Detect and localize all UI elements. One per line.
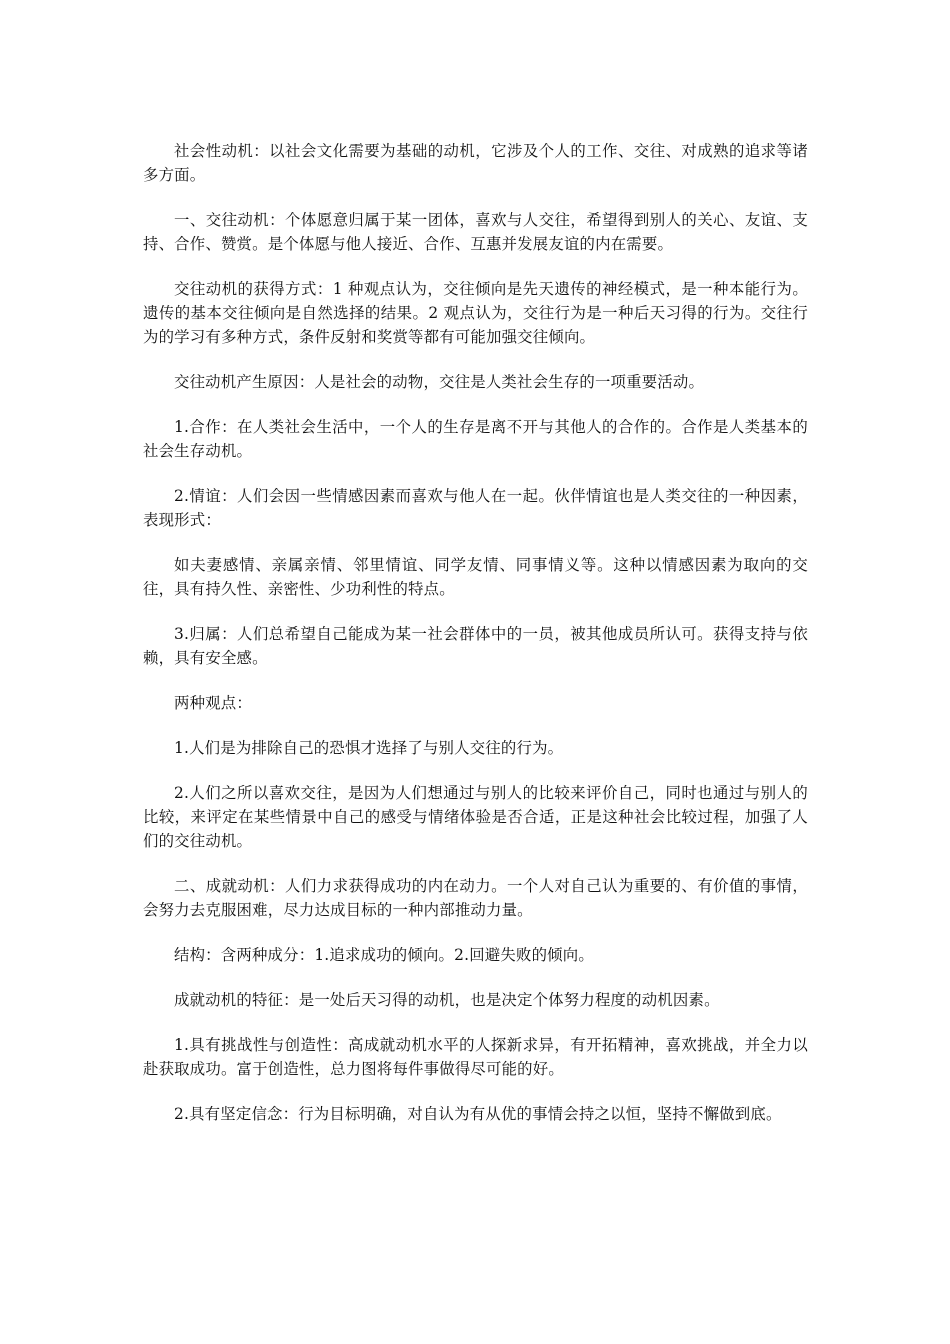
paragraph-affiliation-motive: 一、交往动机：个体愿意归属于某一团体，喜欢与人交往，希望得到别人的关心、友谊、支持、合作、赞赏。是个体愿与他人接近、合作、互惠并发展友谊的内在需要。 [143, 211, 808, 253]
paragraph-structure: 结构：含两种成分：1.追求成功的倾向。2.回避失败的倾向。 [174, 946, 594, 964]
paragraph-achievement-features: 成就动机的特征：是一处后天习得的动机，也是决定个体努力程度的动机因素。 [174, 991, 720, 1009]
paragraph-view-one: 1.人们是为排除自己的恐惧才选择了与别人交往的行为。 [174, 739, 564, 757]
paragraph-cooperation: 1.合作：在人类社会生活中，一个人的生存是离不开与其他人的合作的。合作是人类基本的社会生存动机。 [143, 418, 808, 460]
paragraph-achievement-motive: 二、成就动机：人们力求获得成功的内在动力。一个人对自己认为重要的、有价值的事情，会努力去克服困难，尽力达成目标的一种内部推动力量。 [143, 877, 808, 919]
paragraph-view-two: 2.人们之所以喜欢交往，是因为人们想通过与别人的比较来评价自己，同时也通过与别人的比较，来评定在某些情景中自己的感受与情绪体验是否合适，正是这种社会比较过程，加强了人们的交往动机。 [143, 784, 808, 850]
paragraph-affiliation-causes: 交往动机产生原因：人是社会的动物，交往是人类社会生存的一项重要活动。 [174, 373, 705, 391]
paragraph-affiliation-acquisition: 交往动机的获得方式：1 种观点认为，交往倾向是先天遗传的神经模式，是一种本能行为。遗传的基本交往倾向是自然选择的结果。2 观点认为，交往行为是一种后天习得的行为。交往行为的学习有多种方式，条件反射和奖赏等都有可能加强交往倾向。 [143, 280, 808, 346]
paragraph-friendship-forms: 如夫妻感情、亲属亲情、邻里情谊、同学友情、同事情义等。这种以情感因素为取向的交往，具有持久性、亲密性、少功利性的特点。 [143, 556, 808, 598]
document-page [143, 139, 808, 1147]
paragraph-social-motive-definition: 社会性动机：以社会文化需要为基础的动机，它涉及个人的工作、交往、对成熟的追求等诸多方面。 [143, 142, 808, 184]
paragraph-two-views-heading: 两种观点： [174, 694, 252, 712]
paragraph-firm-belief: 2.具有坚定信念：行为目标明确，对自认为有从优的事情会持之以恒，坚持不懈做到底。 [174, 1105, 782, 1123]
paragraph-friendship: 2.情谊：人们会因一些情感因素而喜欢与他人在一起。伙伴情谊也是人类交往的一种因素，表现形式： [143, 487, 808, 529]
paragraph-challenge-creativity: 1.具有挑战性与创造性：高成就动机水平的人探新求异，有开拓精神，喜欢挑战，并全力以赴获取成功。富于创造性，总力图将每件事做得尽可能的好。 [143, 1036, 808, 1078]
paragraph-belonging: 3.归属：人们总希望自己能成为某一社会群体中的一员，被其他成员所认可。获得支持与依赖，具有安全感。 [143, 625, 808, 667]
